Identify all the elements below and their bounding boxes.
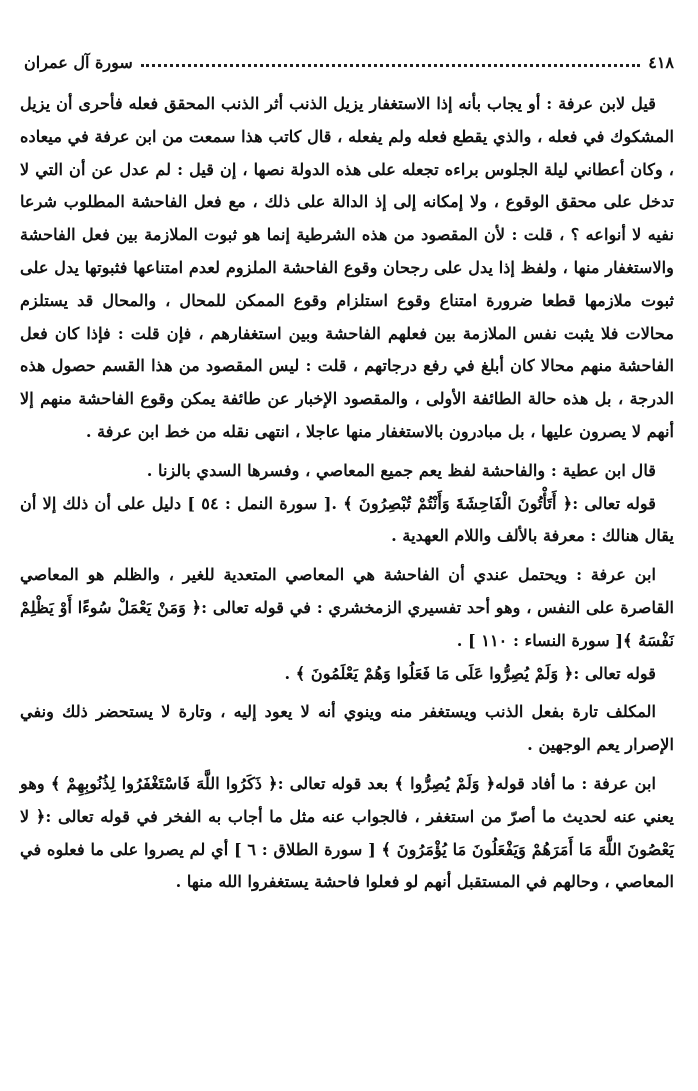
paragraph-verse-persist: قوله تعالى :﴿ وَلَمْ يُصِرُّوا عَلَى مَا فَعَلُوا وَهُمْ يَعْلَمُونَ ﴾ .	[284, 663, 656, 683]
page-header	[24, 44, 674, 80]
sura-title: سورة آل عمران	[24, 52, 133, 72]
header-dotted-rule	[141, 64, 640, 67]
paragraph-ibn-arafa-opinion: ابن عرفة : ويحتمل عندي أن الفاحشة هي المعاصي المتعدية للغير ، والظلم هو المعاصي القاصرة على النفس ، وهو أحد تفسيري الزمخشري : في قوله تعالى :﴿ وَمَنْ يَعْمَلْ سُوءًا أَوْ يَظْلِمْ نَفْسَهُ ﴾[ سورة النساء : ١١٠ ] .	[20, 565, 674, 650]
page-body	[20, 88, 674, 899]
paragraph-ibn-arafa-benefit: ابن عرفة : ما أفاد قوله﴿ وَلَمْ يُصِرُّوا ﴾ بعد قوله تعالى :﴿ ذَكَرُوا اللَّهَ فَاسْتَغْفَرُوا لِذُنُوبِهِمْ ﴾ وهو يعني عنه لحديث ما أصرّ من استغفر ، فالجواب عنه مثل ما أجاب به الفخر في قوله تعالى :﴿ لا يَعْصُونَ اللَّهَ مَا أَمَرَهُمْ وَيَفْعَلُونَ مَا يُؤْمَرُونَ ﴾ [ سورة الطلاق : ٦ ] أي لم يصروا على ما فعلوه في المعاصي ، وحالهم في المستقبل أنهم لو فعلوا فاحشة يستغفروا الله منها .	[20, 773, 674, 892]
paragraph-ibn-arafa-question: قيل لابن عرفة : أو يجاب بأنه إذا الاستغفار يزيل الذنب أثر الذنب المحقق فعله فأحرى أن يزيل المشكوك في فعله ، والذي يقطع فعله ولم يفعله ، قال كاتب هذا سمعت من ابن عرفة في ميعاده ، وكان أعطاني ليلة الجلوس براءه تجعله على هذه الدولة نصها ، إن قيل : لم عدل عن أن التي لا تدخل على محقق الوقوع ، ولا إمكانه إلى إذ الدالة على ذلك ، مع فعل الفاحشة المطلوب شرعا نفيه لا أنواعه ؟ ، قلت : لأن المقصود من هذه الشرطية إنما هو ثبوت الملازمة بين فعل الفاحشة والاستغفار منها ، ولفظ إذا يدل على رجحان وقوع الفاحشة الملزوم لعدم امتناعها فثبوتها يدل على ثبوت ملازمها قطعا ضرورة امتناع وقوع استلزام وقوع الممكن للمحال ، والمحال قد يستلزم محالات فلا يثبت نفس الملازمة بين فعلهم الفاحشة وبين استغفارهم ، فإن قلت : فإذا كان فعل الفاحشة منهم محالا كان أبلغ في رفع درجاتهم ، قلت : ليس المقصود من هذا القسم حصول هذه الدرجة ، بل هذه حالة الطائفة الأولى ، والمقصود الإخبار عن طائفة يمكن وقوع الفاحشة منهم إلا أنهم لا يصرون عليها ، بل مبادرون بالاستغفار منها عاجلا ، انتهى نقله من خط ابن عرفة .	[20, 94, 674, 441]
paragraph-ibn-atiyya: قال ابن عطية : والفاحشة لفظ يعم جميع المعاصي ، وفسرها السدي بالزنا .	[146, 460, 656, 480]
paragraph-verse-naml: قوله تعالى :﴿ أَتَأْتُونَ الْفَاحِشَةَ وَأَنْتُمْ تُبْصِرُونَ ﴾ .[ سورة النمل : ٥٤ ] دليل على أن ذلك إلا أن يقال هنالك : معرفة بالألف واللام العهدية .	[20, 493, 674, 546]
paragraph-mukallaf: المكلف تارة بفعل الذنب ويستغفر منه وينوي أنه لا يعود إليه ، وتارة لا يستحضر ذلك ونفي الإصرار يعم الوجهين .	[20, 702, 674, 755]
page-number: ٤١٨	[648, 52, 674, 72]
